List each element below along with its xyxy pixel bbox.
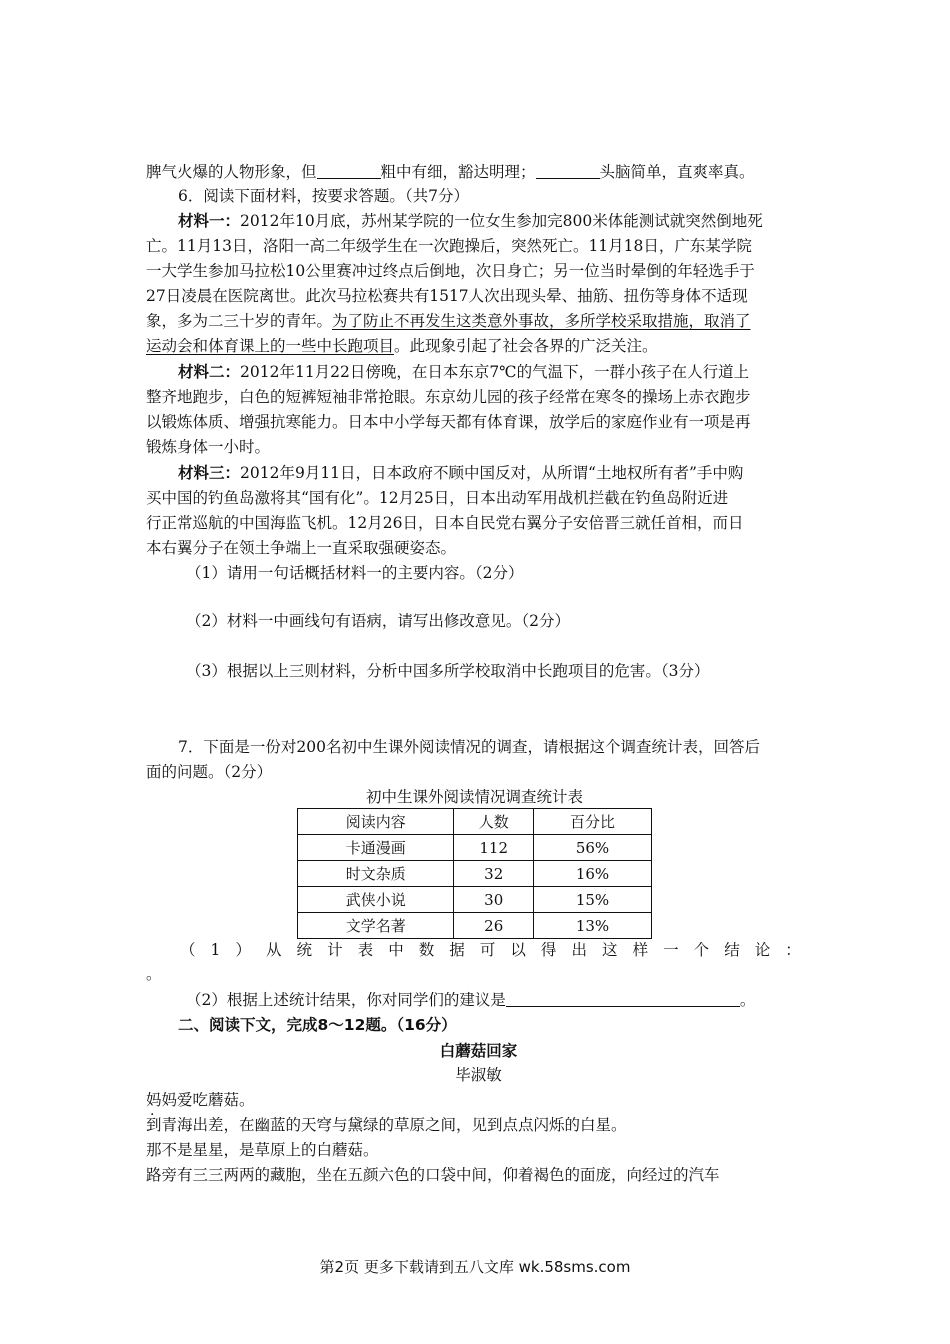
q7-sub1-char: 据: [449, 941, 465, 959]
material3-line4: 本右翼分子在领土争端上一直采取强硬姿态。: [146, 539, 457, 557]
table-cell: 16%: [533, 861, 651, 887]
table-row: [298, 861, 652, 887]
material2-label: 材料二：: [178, 363, 241, 381]
q6-sub1: （1）请用一句话概括材料一的主要内容。（2分）: [186, 564, 524, 582]
material3-line2: 买中国的钓鱼岛激将其“国有化”。12月25日，日本出动军用战机拦截在钓鱼岛附近进: [146, 489, 729, 507]
page-footer: 第2页 更多下载请到五八文库 wk.58sms.com: [319, 1258, 631, 1276]
table-cell: 26: [454, 913, 534, 939]
q7-sub1-char: 得: [540, 941, 557, 959]
material2-line2: 整齐地跑步，白色的短裤短袖非常抢眼。东京幼儿园的孩子经常在寒冬的操场上赤衣跑步: [146, 388, 751, 406]
q7-line1: 7．下面是一份对200名初中生课外阅读情况的调查，请根据这个调查统计表，回答后: [178, 738, 760, 756]
underlined-sentence-part2: 运动会和体育课上的一些中长跑项目: [146, 337, 395, 355]
material1-label: 材料一：: [178, 212, 241, 230]
underlined-sentence-part1: 为了防止不再发生这类意外事故，多所学校采取措施，取消了: [332, 312, 751, 330]
q6-sub2: （2）材料一中画线句有语病，请写出修改意见。（2分）: [186, 612, 570, 630]
q7-sub1-end: 。: [146, 965, 162, 983]
table-cell: 卡通漫画: [298, 835, 454, 861]
article-para4: 路旁有三三两两的藏胞，坐在五颜六色的口袋中间，仰着褐色的面庞，向经过的汽车: [146, 1166, 720, 1184]
material1-line1: [178, 209, 811, 233]
table-cell: 56%: [533, 835, 651, 861]
q7-sub1-char: 个: [693, 941, 710, 959]
q7-sub2-text: （2）根据上述统计结果，你对同学们的建议是: [186, 991, 506, 1009]
q7-line2: 面的问题。（2分）: [146, 763, 273, 781]
survey-table: [297, 808, 652, 939]
q7-sub1-char: 从: [266, 941, 282, 959]
material1-line2: 亡。11月13日，洛阳一高二年级学生在一次跑操后，突然死亡。11月18日，广东某学院: [146, 237, 752, 255]
table-header-row: [298, 809, 652, 835]
table-cell: 15%: [533, 887, 651, 913]
material1-text: 2012年10月底，苏州某学院的一位女生参加完800米体能测试就突然倒地死: [240, 212, 763, 230]
article-title: 白蘑菇回家: [439, 1042, 518, 1060]
fill-blank-1[interactable]: [317, 162, 381, 179]
q7-sub1-char: （: [180, 941, 196, 959]
q7-sub2: [186, 988, 811, 1012]
material2-line1: [178, 360, 811, 384]
top-line-part2: 粗中有细，豁达明理；: [380, 163, 536, 181]
q7-sub1-char: 结: [724, 941, 740, 959]
material3-text: 2012年9月11日，日本政府不顾中国反对，从所谓“土地权所有者”手中购: [240, 464, 744, 482]
q7-sub1-char: 中: [388, 941, 404, 959]
material1-line6: [146, 334, 811, 358]
table-title: 初中生课外阅读情况调查统计表: [365, 788, 583, 806]
material2-line4: 锻炼身体一小时。: [146, 438, 271, 456]
q7-sub1-char: 数: [418, 941, 435, 959]
table-row: [298, 913, 652, 939]
q7-sub1-char: ）: [235, 941, 251, 959]
q7-sub1-char: 表: [357, 941, 374, 959]
q7-sub2-end: 。: [739, 991, 756, 1009]
material1-line4: 27日凌晨在医院离世。此次马拉松赛共有1517人次出现头晕、抽筋、扭伤等身体不适现: [146, 287, 748, 305]
table-header-cell: 人数: [454, 809, 534, 835]
article-para1-text: 妈妈爱吃蘑菇。 ·: [146, 1091, 255, 1109]
material1-line6-plain: 。此现象引起了社会各界的广泛关注。: [394, 337, 658, 355]
material3-line1: [178, 461, 811, 485]
q7-sub1-char: 1: [210, 941, 221, 959]
q7-sub1-char: 样: [632, 941, 649, 959]
q7-sub1-char: 统: [296, 941, 313, 959]
material1-line5: [146, 309, 811, 333]
material1-line3: 一大学生参加马拉松10公里赛冲过终点后倒地，次日身亡；另一位当时晕倒的年轻选手于: [146, 262, 755, 280]
table-cell: 32: [454, 861, 534, 887]
table-cell: 文学名著: [298, 913, 454, 939]
table-cell: 武侠小说: [298, 887, 454, 913]
table-row: [298, 835, 652, 861]
q7-sub1-char: 这: [602, 941, 618, 959]
q6-title: 6．阅读下面材料，按要求答题。（共7分）: [178, 187, 469, 205]
top-line-part3: 头脑简单，直爽率真。: [599, 163, 755, 181]
suggestion-blank[interactable]: [506, 990, 740, 1007]
q7-sub1-char: 计: [327, 941, 343, 959]
q7-sub1-char: 可: [479, 941, 496, 959]
top-line-part1: 脾气火爆的人物形象，但: [146, 163, 317, 181]
article-author: 毕淑敏: [455, 1066, 502, 1084]
table-cell: 时文杂质: [298, 861, 454, 887]
fill-blank-2[interactable]: [536, 162, 600, 179]
top-line: [146, 160, 811, 184]
article-para3: 那不是星星，是草原上的白蘑菇。: [146, 1141, 379, 1159]
q7-sub1-char: 一: [663, 941, 679, 959]
material1-line5-plain: 象，多为二三十岁的青年。: [146, 312, 333, 330]
material3-label: 材料三：: [178, 464, 241, 482]
q6-sub3: （3）根据以上三则材料，分析中国多所学校取消中长跑项目的危害。（3分）: [186, 662, 710, 680]
table-cell: 112: [454, 835, 534, 861]
table-header-cell: 百分比: [533, 809, 651, 835]
q7-sub1-char: ：: [785, 941, 801, 959]
table-cell: 30: [454, 887, 534, 913]
q7-sub1-char: 出: [571, 941, 587, 959]
article-para1: [146, 1088, 811, 1112]
material2-text: 2012年11月22日傍晚，在日本东京7℃的气温下，一群小孩子在人行道上: [240, 363, 750, 381]
material3-line3: 行正常巡航的中国海监飞机。12月26日，日本自民党右翼分子安倍晋三就任首相，而日: [146, 514, 744, 532]
q7-sub1: [180, 938, 801, 962]
q7-sub1-char: 以: [510, 941, 526, 959]
material2-line3: 以锻炼体质、增强抗寒能力。日本中小学每天都有体育课，放学后的家庭作业有一项是再: [146, 413, 751, 431]
table-row: [298, 887, 652, 913]
article-para2: 到青海出差，在幽蓝的天穹与黛绿的草原之间，见到点点闪烁的白星。: [146, 1116, 627, 1134]
section2-heading: 二、阅读下文，完成8～12题。（16分）: [178, 1016, 457, 1034]
table-cell: 13%: [533, 913, 651, 939]
q7-sub1-char: 论: [754, 941, 771, 959]
table-header-cell: 阅读内容: [298, 809, 454, 835]
